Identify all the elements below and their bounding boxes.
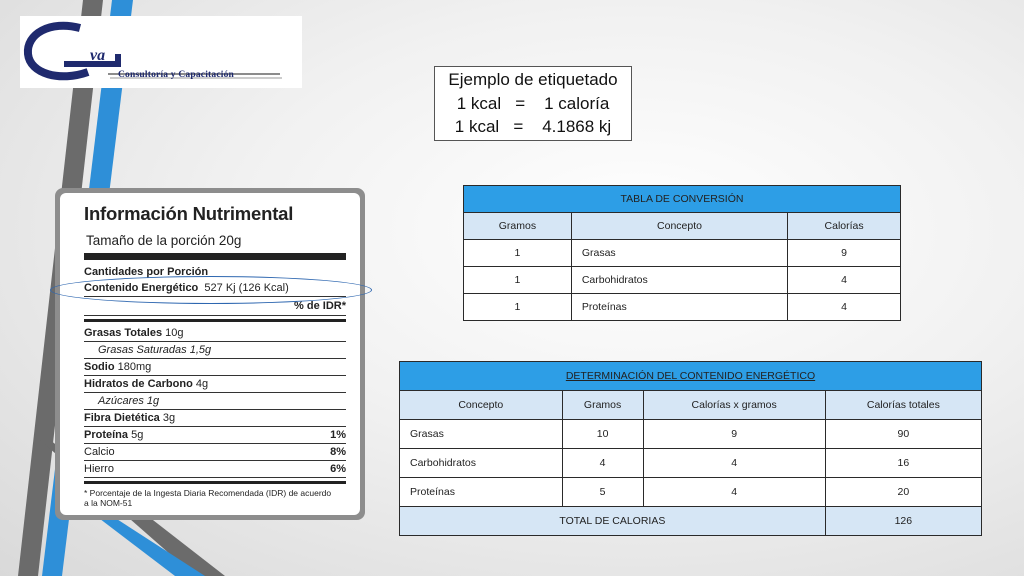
table-row: 1 Grasas 9 <box>464 240 901 267</box>
nutrition-label-title: Información Nutrimental <box>84 203 294 224</box>
labeling-example-box <box>434 66 632 141</box>
label-divider <box>84 319 346 322</box>
column-header: Calorías x gramos <box>643 391 825 420</box>
total-row <box>400 507 982 536</box>
nutrient-amount: 10g <box>165 327 184 339</box>
nutrient-row <box>84 427 346 444</box>
nutrient-name: Hierro <box>84 463 114 475</box>
nutrient-name: Azúcares 1g <box>98 395 160 407</box>
column-header: Calorías <box>788 213 901 240</box>
nutrient-name: Calcio <box>84 446 115 458</box>
example-kcal-kj: 1 kcal = 4.1868 kj <box>454 117 612 136</box>
nutrient-percent: 6% <box>330 463 346 475</box>
table-row: Grasas 10 9 90 <box>400 420 982 449</box>
column-header: Concepto <box>571 213 787 240</box>
nutrient-row <box>84 342 346 359</box>
nutrient-name: Sodio 180mg <box>84 361 152 373</box>
table-row: 1 Carbohidratos 4 <box>464 267 901 294</box>
nutrient-amount: 180mg <box>117 361 152 373</box>
example-kcal-calorie: 1 kcal = 1 caloría <box>456 93 610 113</box>
nutrient-name: Grasas Totales 10g <box>84 327 184 339</box>
energy-highlight-ellipse <box>50 276 372 304</box>
energy-table-title: DETERMINACIÓN DEL CONTENIDO ENERGÉTICO <box>400 362 982 391</box>
column-header: Gramos <box>464 213 572 240</box>
nutrient-name: Hidratos de Carbono 4g <box>84 378 209 390</box>
energy-determination-table <box>399 361 982 536</box>
nutrient-amount: 1g <box>146 395 160 407</box>
column-header: Calorías totales <box>825 391 981 420</box>
nutrient-percent: 8% <box>330 446 346 458</box>
total-value: 126 <box>825 507 981 536</box>
logo-letters: va <box>90 47 106 64</box>
nutrient-row <box>84 410 346 427</box>
nutrient-name: Grasas Saturadas 1,5g <box>98 344 212 356</box>
logo-subtitle: Consultoría y Capacitación <box>118 70 235 80</box>
nutrient-amount: 1,5g <box>189 344 212 356</box>
nutrient-amount: 5g <box>131 429 144 441</box>
label-footnote: * Porcentaje de la Ingesta Diaria Recomendada (IDR) de acuerdo a la NOM-51 <box>84 488 332 508</box>
column-header: Concepto <box>400 391 563 420</box>
column-header: Gramos <box>562 391 643 420</box>
table-row: Carbohidratos 4 4 16 <box>400 449 982 478</box>
nutrient-percent: 1% <box>330 429 346 441</box>
nutrition-label <box>60 193 360 515</box>
nutrient-row <box>84 393 346 410</box>
nutrient-rows <box>84 325 346 478</box>
nutrient-row <box>84 376 346 393</box>
nutrient-row <box>84 359 346 376</box>
nutrient-amount: 3g <box>162 412 176 424</box>
nutrient-amount: 4g <box>195 378 209 390</box>
table-row: Proteínas 5 4 20 <box>400 478 982 507</box>
nutrient-row <box>84 444 346 461</box>
company-logo <box>20 16 302 88</box>
nutrient-name: Proteína 5g <box>84 429 144 441</box>
nutrient-row <box>84 325 346 342</box>
per-portion-row: Cantidades por Porción <box>84 266 209 278</box>
conversion-table <box>463 185 901 321</box>
label-divider <box>84 253 346 260</box>
label-divider <box>84 481 346 484</box>
idr-header: % de IDR* <box>84 297 346 316</box>
nutrient-name: Fibra Dietética 3g <box>84 412 176 424</box>
nutrient-row <box>84 461 346 478</box>
portion-size: Tamaño de la porción 20g <box>86 233 242 248</box>
energy-label: Contenido Energético <box>84 282 199 294</box>
conversion-table-title: TABLA DE CONVERSIÓN <box>464 186 901 213</box>
energy-value: 527 Kj (126 Kcal) <box>204 282 289 294</box>
total-label: TOTAL DE CALORIAS <box>400 507 826 536</box>
table-row: 1 Proteínas 4 <box>464 294 901 321</box>
example-title: Ejemplo de etiquetado <box>448 70 618 89</box>
